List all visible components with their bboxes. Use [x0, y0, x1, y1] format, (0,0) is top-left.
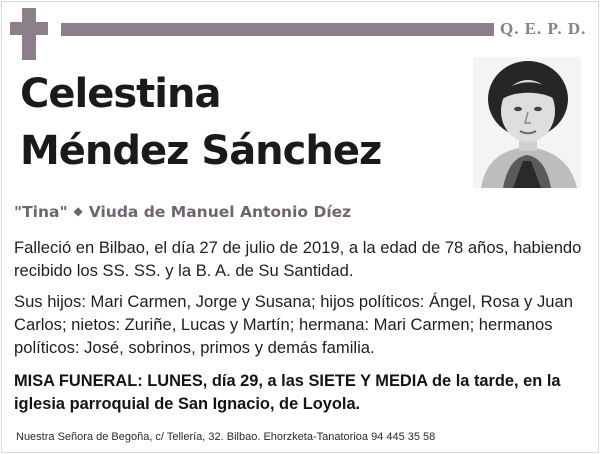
portrait-photo [473, 57, 581, 188]
surnames: Méndez Sánchez [20, 128, 382, 174]
header-bar [61, 23, 494, 36]
qepd-label: Q. E. P. D. [500, 19, 587, 38]
family-list: Sus hijos: Mari Carmen, Jorge y Susana; hijos políticos: Ángel, Rosa y Juan Carlos; nietos: Zuriñe, Lucas y Martín; hermana: Mari Carmen; hermanos políticos: José, sobrinos, primos y demás familia. [14, 292, 573, 357]
subtitle [14, 203, 574, 221]
widow-of: Viuda de Manuel Antonio Díez [88, 203, 352, 221]
first-name: Celestina [20, 71, 221, 117]
death-notice: Falleció en Bilbao, el día 27 de julio de 2019, a la edad de 78 años, habiendo recibido los SS. SS. y la B. A. de Su Santidad. [14, 238, 582, 280]
nickname: "Tina" [14, 203, 68, 221]
deceased-name [20, 66, 470, 180]
funeral-home-info: Nuestra Señora de Begoña, c/ Tellería, 32. Bilbao. Ehorzketa-Tanatorioa 94 445 35 58 [16, 431, 436, 443]
diamond-separator-icon: ◆ [73, 204, 83, 218]
funeral-mass: MISA FUNERAL: LUNES, día 29, a las SIETE Y MEDIA de la tarde, en la iglesia parroquial de San Ignacio, de Loyola. [14, 372, 561, 413]
